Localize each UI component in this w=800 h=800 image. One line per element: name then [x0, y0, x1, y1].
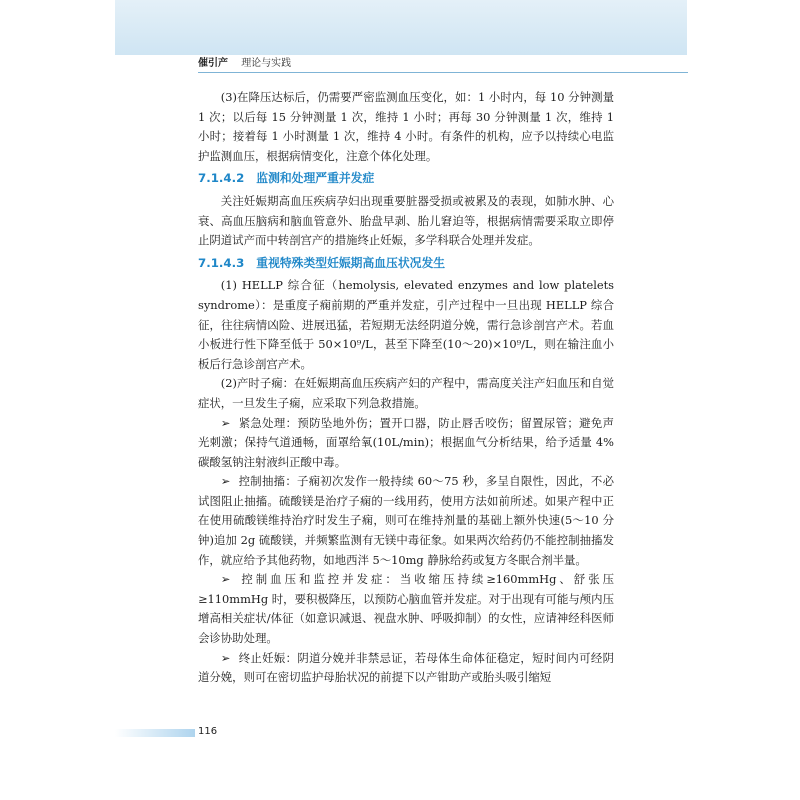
book-title: 催引产: [198, 58, 228, 69]
footer-color-bar: [115, 729, 195, 737]
paragraph-eclampsia: (2)产时子痫：在妊娠期高血压疾病产妇的产程中，需高度关注产妇血压和自觉症状，一旦发生子痫，应采取下列急救措施。: [198, 376, 614, 410]
paragraph-complications: 关注妊娠期高血压疾病孕妇出现重要脏器受损或被累及的表现，如肺水肿、心衰、高血压脑病和脑血管意外、胎盘早剥、胎儿窘迫等，根据病情需要采取立即停止阴道试产而中转剖宫产的措施终止妊娠，多学科联合处理并发症。: [198, 193, 614, 248]
bullet-text: 控制抽搐：子痫初次发作一般持续 60～75 秒，多呈自限性，因此，不必试图阻止抽搐。硫酸镁是治疗子痫的一线用药，使用方法如前所述。如果产程中正在使用硫酸镁维持治疗时发生子痫，则可在维持剂量的基础上额外快速(5～10 分钟)追加 2g 硫酸镁，并频繁监测有无镁中毒征象。如果两次给药仍不能控制抽搐发作，就应给予其他药物，如地西泮 5～10mg 静脉给药或复方冬眠合剂半量。: [198, 474, 614, 567]
bullet-text: 紧急处理：预防坠地外伤；置开口器，防止唇舌咬伤；留置尿管；避免声光刺激；保持气道通畅，面罩给氧(10L/min)；根据血气分析结果，给予适量 4%碳酸氢钠注射液纠正酸中毒。: [198, 415, 614, 469]
bullet-termination: [198, 649, 614, 688]
header-color-band: [115, 0, 687, 55]
section-title: 监测和处理严重并发症: [256, 171, 375, 186]
arrow-bullet-icon: ➢: [220, 415, 231, 430]
section-heading-7-1-4-2: [198, 169, 614, 189]
page-number: 116: [198, 726, 218, 737]
section-number: 7.1.4.2: [198, 171, 245, 186]
paragraph-hellp: (1) HELLP 综合征（hemolysis, elevated enzymes and low platelets syndrome）：是重度子痫前期的严重并发症，引产过程中一旦出现 HELLP 综合征，往往病情凶险、进展迅猛，若短期无法经阴道分娩，需行急诊剖宫产术。若血小板进行性下降至低于 50×10⁹/L，甚至下降至(10～20)×10⁹/L，则在输注血小板后行急诊剖宫产术。: [198, 278, 614, 371]
section-number: 7.1.4.3: [198, 255, 245, 270]
arrow-bullet-icon: ➢: [220, 650, 231, 665]
paragraph-blood-pressure-monitoring: (3)在降压达标后，仍需要严密监测血压变化，如：1 小时内，每 10 分钟测量 1 次；以后每 15 分钟测量 1 次，维持 1 小时；再每 30 分钟测量 1 次，维持 1 小时；接着每 1 小时测量 1 次，维持 4 小时。有条件的机构，应予以持续心电监护监测血压，根据病情变化，注意个体化处理。: [198, 90, 614, 163]
bullet-seizure-control: [198, 472, 614, 570]
section-heading-7-1-4-3: [198, 254, 614, 274]
section-title: 重视特殊类型妊娠期高血压状况发生: [256, 255, 446, 270]
arrow-bullet-icon: ➢: [220, 474, 231, 489]
bullet-text: 控制血压和监控并发症：当收缩压持续≥160mmHg、舒张压≥110mmHg 时，要积极降压，以预防心脑血管并发症。对于出现有可能与颅内压增高相关症状/体征（如意识减退、视盘水肿、呼吸抑制）的女性，应请神经科医师会诊协助处理。: [198, 572, 614, 646]
running-header: [198, 56, 688, 73]
page-body: [198, 88, 614, 688]
book-subtitle: 理论与实践: [241, 58, 292, 69]
bullet-emergency: [198, 414, 614, 473]
arrow-bullet-icon: ➢: [220, 572, 231, 587]
bullet-bp-control: [198, 570, 614, 648]
bullet-text: 终止妊娠：阴道分娩并非禁忌证，若母体生命体征稳定，短时间内可经阴道分娩，则可在密切监护母胎状况的前提下以产钳助产或胎头吸引缩短: [198, 650, 614, 685]
